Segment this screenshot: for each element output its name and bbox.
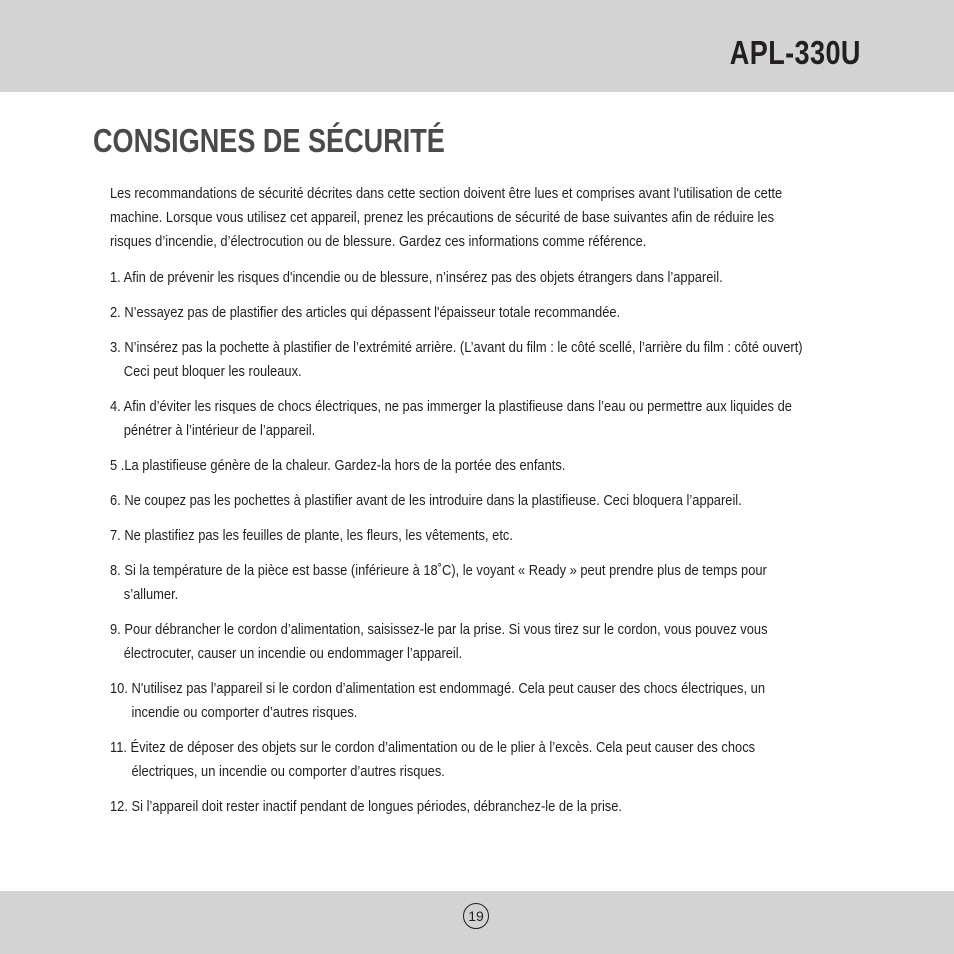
safety-item-continuation: Ceci peut bloquer les rouleaux. (123, 363, 302, 380)
safety-item-continuation: électrocuter, causer un incendie ou endommager l’appareil. (123, 645, 463, 662)
safety-item-5 (110, 454, 900, 478)
safety-item-text: 5 .La plastifieuse génère de la chaleur. Gardez-la hors de la portée des enfants. (110, 457, 566, 474)
page-number: 19 (463, 903, 489, 929)
safety-item-10 (110, 677, 900, 725)
safety-item-8 (110, 559, 900, 607)
safety-item-11 (110, 736, 900, 784)
safety-item-continuation: pénétrer à l’intérieur de l’appareil. (123, 422, 316, 439)
safety-item-3 (110, 336, 900, 384)
safety-item-text: 9. Pour débrancher le cordon d’alimentation, saisissez-le par la prise. Si vous tirez sur le cordon, vous pouvez vous (110, 621, 768, 638)
safety-item-2 (110, 301, 900, 325)
safety-item-text: 10. N'utilisez pas l’appareil si le cordon d’alimentation est endommagé. Cela peut causer des chocs électriques, un (110, 680, 765, 697)
header-band (0, 0, 954, 92)
safety-item-text: 6. Ne coupez pas les pochettes à plastifier avant de les introduire dans la plastifieuse. Ceci bloquera l’appareil. (110, 492, 742, 509)
safety-item-4 (110, 395, 900, 443)
safety-item-7 (110, 524, 900, 548)
safety-item-text: 4. Afin d’éviter les risques de chocs électriques, ne pas immerger la plastifieuse dans l’eau ou permettre aux liquides de (110, 398, 792, 415)
intro-paragraph (110, 182, 900, 254)
safety-item-text: 8. Si la température de la pièce est basse (inférieure à 18˚C), le voyant « Ready » peut prendre plus de temps pour (110, 562, 767, 579)
safety-item-text: 11. Évitez de déposer des objets sur le cordon d’alimentation ou de le plier à l’excès. Cela peut causer des chocs (110, 739, 756, 756)
safety-item-text: 2. N’essayez pas de plastifier des articles qui dépassent l'épaisseur totale recommandée. (110, 304, 621, 321)
safety-item-12 (110, 795, 900, 819)
intro-line: machine. Lorsque vous utilisez cet appareil, prenez les précautions de sécurité de base suivantes afin de réduire les (110, 209, 775, 226)
safety-item-9 (110, 618, 900, 666)
safety-item-text: 12. Si l’appareil doit rester inactif pendant de longues périodes, débranchez-le de la prise. (110, 798, 623, 815)
safety-item-6 (110, 489, 900, 513)
model-name: APL-330U (729, 34, 861, 71)
safety-item-continuation: électriques, un incendie ou comporter d’autres risques. (131, 763, 445, 780)
intro-line: risques d’incendie, d’électrocution ou de blessure. Gardez ces informations comme référence. (110, 233, 647, 250)
document-body (110, 182, 900, 830)
safety-item-text: 3. N’insérez pas la pochette à plastifier de l’extrémité arrière. (L’avant du film : le côté scellé, l’arrière du film : côté ouvert) (110, 339, 803, 356)
safety-item-continuation: s’allumer. (123, 586, 179, 603)
intro-line: Les recommandations de sécurité décrites dans cette section doivent être lues et comprises avant l'utilisation de cette (110, 185, 783, 202)
safety-item-text: 7. Ne plastifiez pas les feuilles de plante, les fleurs, les vêtements, etc. (110, 527, 513, 544)
safety-item-text: 1. Afin de prévenir les risques d'incendie ou de blessure, n’insérez pas des objets étrangers dans l’appareil. (110, 269, 723, 286)
safety-item-continuation: incendie ou comporter d’autres risques. (131, 704, 358, 721)
page-title: CONSIGNES DE SÉCURITÉ (93, 122, 445, 159)
safety-item-1 (110, 266, 900, 290)
